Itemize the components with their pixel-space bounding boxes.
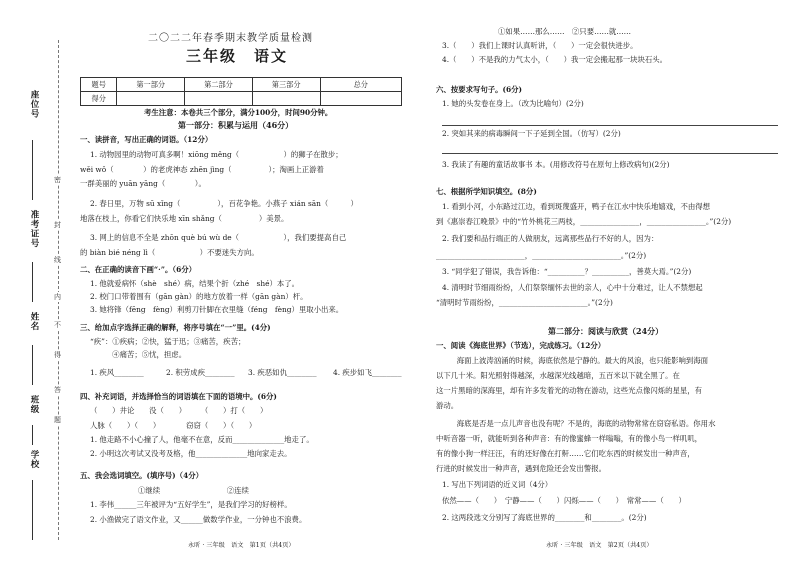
q7-line: 到《惠崇春江晚景》中的“竹外桃花三两枝，________________，________________。”(2分)	[436, 217, 732, 226]
q5-options: ①继续 ②连续	[138, 486, 249, 495]
q7-line: 2. 我们要和品行端正的人做朋友，远离那些品行不好的人，因为：	[442, 234, 659, 243]
passage-line: 游动。	[436, 401, 459, 410]
part2-title: 第二部分：阅读与欣赏（24分）	[548, 326, 664, 336]
exam-title: 二〇二二年春季期末教学质量检测	[148, 33, 313, 44]
score-header-cell: 题号	[81, 78, 117, 92]
q3-definition: ④痛苦；⑤忧，担虑。	[90, 350, 187, 359]
score-table	[80, 77, 402, 106]
school-line	[32, 480, 33, 540]
passage-line: 以下几十米。阳光照射得越深，水越深光线越暗，五百米以下就全黑了。在	[436, 371, 680, 380]
q1-line: 地落在枝上，你看它们快乐地 xīn shǎng（ ）美景。	[80, 214, 289, 223]
passage-line: 这一片黑暗的深海里，却有许多发着光的动物在游动，这些光点像闪烁的星星，有	[436, 386, 703, 395]
exam-no-label: 准考证号	[29, 210, 39, 248]
name-line	[32, 345, 33, 385]
school-label: 学校	[29, 450, 39, 469]
seal-char: 不	[54, 321, 61, 329]
score-cell[interactable]	[185, 92, 253, 106]
part1-title: 第一部分：积累与运用（46分）	[178, 120, 294, 130]
seal-char: 得	[54, 351, 61, 359]
page-left	[78, 0, 418, 561]
q5-cont-options: ①如果……那么…… ②只要……就……	[498, 27, 632, 36]
exam-no-line	[32, 262, 33, 302]
name-label: 姓名	[29, 312, 39, 331]
score-cell[interactable]	[252, 92, 320, 106]
seal-char: 答	[54, 386, 61, 394]
q4-sentence: 1. 他走路不小心撞了人，他毫不在意，反而______________地走了。	[90, 435, 314, 444]
q2-line: 3. 她将锋（fēng fèng）利剪刀针脚在衣里缝（féng fèng）里取小出来。	[90, 305, 344, 314]
seat-line	[32, 140, 33, 200]
q4-title: 四、补充词语，并选择恰当的词语填在下面的语境中。(6分)	[80, 392, 277, 401]
passage-line: 中听音器一听，就能听到各种声音：有的像蜜蜂一样嗡嗡，有的像小鸟一样叽叽，	[436, 434, 703, 443]
score-header-cell: 第三部分	[252, 78, 320, 92]
q6-title: 六、按要求写句子。(6分)	[436, 85, 523, 94]
seal-char: 题	[54, 416, 61, 424]
q1-line: 1. 动物园里的动物可真多啊！xiōng měng（ ）的狮子在散步；	[90, 150, 343, 159]
reading-q2: 2. 这两段选文分别写了海底世界的________和________。(2分)	[442, 513, 647, 522]
page-footer: 永昕 · 三年级 语文 第1页（共4页）	[188, 542, 295, 549]
q2-line: 1. 他就爱病怀（shè shé）病，结果个折（zhé shé）本了。	[90, 279, 300, 288]
page-right	[436, 0, 788, 561]
q5-title: 五、我会选词填空。(填序号)（4分）	[80, 471, 203, 480]
subject-title: 三年级 语文	[186, 47, 289, 65]
passage-line: 海面上波涛汹涌的时候，海底依然是宁静的。最大的风浪，也只能影响到海面	[442, 356, 709, 365]
q7-line: ________________________，________________________。”(2分)	[436, 251, 647, 260]
q1-line: 一群美丽的 yuān yāng（ ）。	[80, 179, 206, 188]
notice: 考生注意：本卷共三个部分，满分100分，时间90分钟。	[144, 108, 333, 117]
q3-item: 1. 疾风________	[90, 368, 144, 377]
reading-title: 一、阅读《海底世界》（节选），完成练习。（12分）	[436, 341, 606, 350]
q1-line: wěi wǒ（ ）的老虎神态 zhēn jìng（ ）；淘画上正游着	[80, 165, 324, 174]
q3-definition: “疾”：①疾病；②快，猛于迅；③痛苦，疾苦；	[90, 337, 246, 346]
q5-sentence: 2. 小渔做完了语文作业，又______做数学作业，一分钟也不浪费。	[90, 515, 307, 524]
q5-sentence: 3.（ ）我们上课时认真听讲，（ ）一定会很快进步。	[442, 41, 638, 50]
binding-margin	[0, 0, 70, 561]
q7-title: 七、根据所学知识填空。(8分)	[436, 187, 537, 196]
seal-char: 线	[54, 256, 61, 264]
q7-line: 1. 看到小河，小东路过江边，看到斑蔑盛开，鸭子在江水中快乐地嬉戏，不由得想	[442, 202, 711, 211]
q5-sentence: 4.（ ）不是我的力气太小，（ ）我一定会搬起那一块块石头。	[442, 55, 668, 64]
answer-line	[442, 125, 778, 126]
q1-line: 的 biàn bié néng lì（ ）不要迷失方向。	[80, 248, 259, 257]
q4-words: 人脉（ ）（ ） 窃窃（ ）（ ）	[90, 421, 257, 430]
reading-q1: 1. 写出下列词语的近义词（4分）	[442, 480, 553, 489]
score-cell[interactable]	[320, 92, 401, 106]
q1-title: 一、读拼音，写出正确的词语。（12分）	[80, 135, 213, 144]
passage-line: 海底是否是一点儿声音也没有呢？不是的，海底的动物常常在窃窃私语。你用水	[442, 419, 716, 428]
q3-item: 2. 积劳成疾________	[166, 368, 235, 377]
q1-line: 3. 网上的信息不全是 zhōn què bú wù de（ ），我们要提高自己	[90, 233, 347, 242]
page-footer: 永昕 · 三年级 语文 第2页（共4页）	[546, 542, 653, 549]
seal-dashed-line	[58, 40, 59, 540]
q6-sentence: 3. 我读了有趣的童话故事书 本。(用修改符号在原句上修改病句)(2分)	[442, 160, 670, 169]
q2-line: 2. 校门口带着围有（gān gàn）的地方放着一样（gān gàn）杆。	[90, 292, 308, 301]
passage-line: 行进的时候发出一种声音，遇到危险还会发出警报。	[436, 464, 606, 473]
q4-sentence: 2. 小明这次考试又没考及格，他______________地向家走去。	[90, 449, 292, 458]
q2-title: 二、在正确的读音下画“·”。（6分）	[80, 265, 196, 274]
answer-line	[442, 153, 778, 154]
q6-sentence: 2. 突如其来的病毒瞬间一下子延到全国。（仿写）(2分)	[442, 129, 621, 138]
class-label: 班级	[29, 395, 39, 414]
q6-sentence: 1. 她的头发卷在身上。（改为比喻句）(2分)	[442, 99, 584, 108]
q3-title: 三、给加点字选择正确的解释，将序号填在“一”里。(4分)	[80, 323, 271, 332]
score-row-label: 得分	[81, 92, 117, 106]
q7-line: “清明时节雨纷纷，________________________。”(2分)	[436, 298, 613, 307]
q4-words: （ ）井论 没（ ） （ ）打（ ）	[90, 406, 268, 415]
q5-sentence: 1. 李伟______三年被评为“五好学生”，是我们学习的好榜样。	[90, 500, 292, 509]
seal-char: 内	[54, 293, 61, 301]
seat-label: 座位号	[29, 90, 39, 119]
score-header-cell: 第一部分	[117, 78, 185, 92]
score-cell[interactable]	[117, 92, 185, 106]
q7-line: 4. 清明时节细雨纷纷，人们祭祭缅怀去世的亲人，心中十分难过，让人不禁想起	[442, 283, 703, 292]
seal-char: 封	[54, 221, 61, 229]
score-header-cell: 总分	[320, 78, 401, 92]
passage-line: 有的像小狗一样汪汪，有的还好像在打鼾……它们吃东西的时候发出一种声音，	[436, 449, 695, 458]
reading-q1-items: 依然——（ ） 宁静——（ ）闪烁——（ ） 常常——（ ）	[442, 496, 686, 505]
q1-line: 2. 春日里，万物 sū xǐng（ ），百花争艳。小燕子 xián sān（ ）	[90, 199, 358, 208]
score-header-cell: 第二部分	[185, 78, 253, 92]
q3-item: 4. 疾步如飞________	[333, 368, 402, 377]
q7-line: 3. “同学犯了错误，我告诉他：“__________？__________，善莫大焉。”(2分)	[442, 267, 692, 276]
seal-char: 密	[54, 176, 61, 184]
q3-item: 3. 疾恶如仇________	[248, 368, 317, 377]
class-line	[32, 425, 33, 445]
